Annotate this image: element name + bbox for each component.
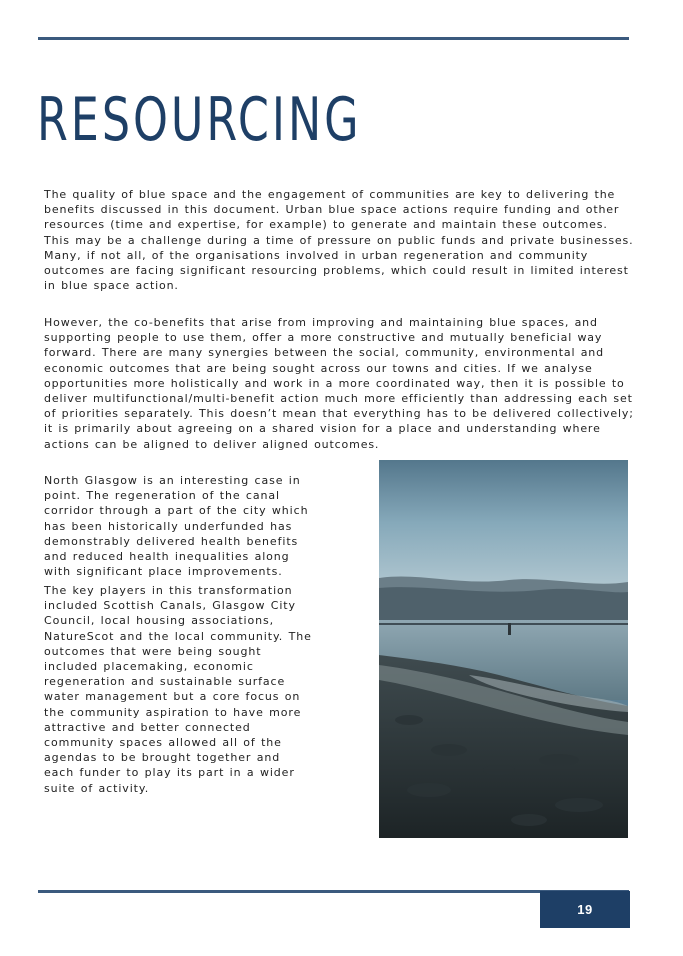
page-title: RESOURCING	[37, 85, 362, 155]
shoreline-photo	[379, 460, 628, 838]
page-number: 19	[577, 902, 593, 917]
co-benefits-paragraph: However, the co-benefits that arise from improving and maintaining blue spaces, and supporting people to use them, offer a more constructive and mutually beneficial way forward. There are many synergies between the social, community, environmental and economic outcomes that are being sought across our towns and cities. If we analyse opportunities more holistically and work in a more coordinated way, then it is possible to deliver multifunctional/multi-benefit action much more efficiently than addressing each set of priorities separately. This doesn’t mean that everything has to be delivered collectively; it is primarily about agreeing on a shared vision for a place and understanding where actions can be aligned to deliver aligned outcomes.	[44, 316, 634, 451]
page-number-badge	[540, 891, 630, 928]
top-rule	[38, 37, 629, 40]
north-glasgow-paragraph: North Glasgow is an interesting case in point. The regeneration of the canal corridor through a part of the city which has been historically underfunded has demonstrably delivered health benefits and reduced health inequalities along with significant place improvements.	[44, 474, 309, 579]
key-players-paragraph: The key players in this transformation included Scottish Canals, Glasgow City Council, local housing associations, NatureScot and the local community. The outcomes that were being sought included placemaking, economic regeneration and sustainable surface water management but a core focus on the community aspiration to have more attractive and better connected community spaces allowed all of the agendas to be brought together and each funder to play its part in a wider suite of activity.	[44, 584, 312, 795]
intro-paragraph: The quality of blue space and the engagement of communities are key to delivering the benefits discussed in this document. Urban blue space actions require funding and other resources (time and expertise, for example) to generate and maintain these outcomes. This may be a challenge during a time of pressure on public funds and private businesses. Many, if not all, of the organisations involved in urban regeneration and community outcomes are facing significant resourcing problems, which could result in limited interest in blue space action.	[44, 188, 634, 293]
